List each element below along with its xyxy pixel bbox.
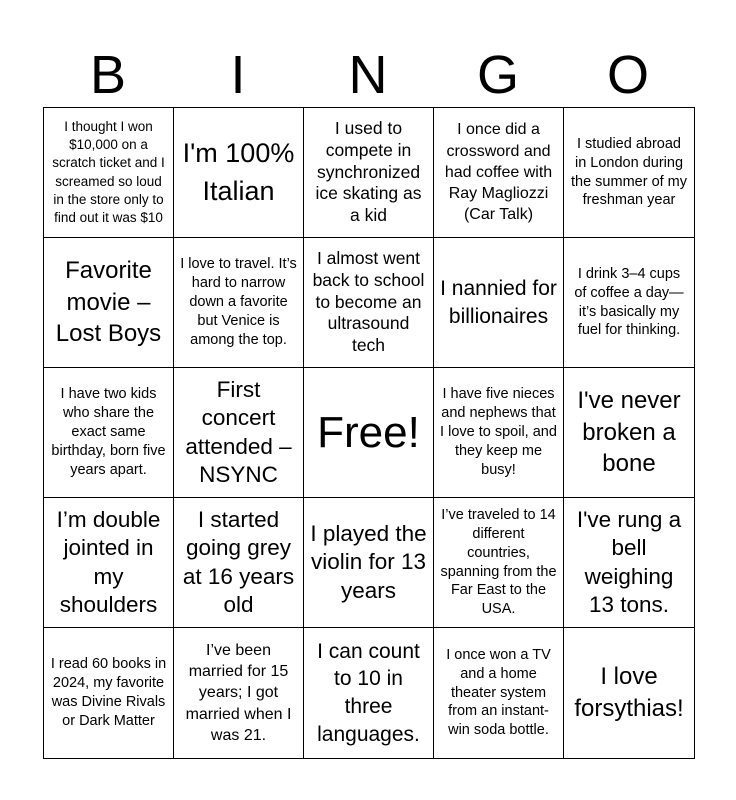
bingo-cell-o1[interactable] [564, 108, 694, 238]
bingo-cell-i1[interactable] [174, 108, 304, 238]
free-space-label: Free! [317, 407, 420, 457]
bingo-cell-b4[interactable] [44, 498, 174, 628]
bingo-cell-b2[interactable] [44, 238, 174, 368]
bingo-board [43, 107, 695, 759]
bingo-cell-o4[interactable] [564, 498, 694, 628]
bingo-cell-b1[interactable] [44, 108, 174, 238]
bingo-cell-n4[interactable] [304, 498, 434, 628]
bingo-cell-g1[interactable] [434, 108, 564, 238]
bingo-cell-free[interactable] [304, 368, 434, 498]
bingo-cell-o5[interactable] [564, 628, 694, 758]
bingo-cell-n5[interactable] [304, 628, 434, 758]
bingo-cell-text: I'm 100% Italian [182, 137, 295, 206]
bingo-cell-i5[interactable] [174, 628, 304, 758]
bingo-cell-text: I’ve traveled to 14 different countries, spanning from the Far East to the USA. [440, 506, 557, 618]
bingo-cell-text: I love forsythias! [574, 663, 684, 722]
bingo-cell-text: I used to compete in synchronized ice skating as a kid [315, 117, 422, 226]
bingo-cell-text: I've rung a bell weighing 13 tons. [576, 507, 682, 617]
header-letter-b: B [89, 45, 127, 105]
bingo-cell-text: I nannied for billionaires [440, 276, 557, 328]
bingo-cell-text: I have five nieces and nephews that I love to spoil, and they keep me busy! [440, 386, 557, 478]
bingo-cell-text: I can count to 10 in three languages. [317, 639, 420, 746]
bingo-cell-text: I played the violin for 13 years [310, 521, 427, 603]
header-letter-o: O [606, 45, 649, 105]
bingo-cell-text: I started going grey at 16 years old [182, 507, 295, 617]
bingo-cell-b5[interactable] [44, 628, 174, 758]
bingo-cell-text: I drink 3–4 cups of coffee a day—it’s basically my fuel for thinking. [574, 265, 684, 339]
bingo-cell-text: Favorite movie – Lost Boys [55, 256, 162, 348]
bingo-cell-text: I love to travel. It’s hard to narrow down a favorite but Venice is among the top. [180, 256, 297, 348]
bingo-cell-text: I thought I won $10,000 on a scratch ticket and I screamed so loud in the store only to find out it was $10 [52, 118, 165, 225]
bingo-cell-i4[interactable] [174, 498, 304, 628]
bingo-cell-n2[interactable] [304, 238, 434, 368]
bingo-cell-text: I almost went back to school to become an ultrasound tech [312, 247, 425, 356]
bingo-cell-o3[interactable] [564, 368, 694, 498]
bingo-cell-text: I read 60 books in 2024, my favorite was Divine Rivals or Dark Matter [50, 656, 167, 729]
bingo-cell-b3[interactable] [44, 368, 174, 498]
bingo-cell-text: I have two kids who share the exact same birthday, born five years apart. [51, 386, 166, 478]
bingo-cell-g5[interactable] [434, 628, 564, 758]
bingo-cell-g4[interactable] [434, 498, 564, 628]
bingo-cell-i3[interactable] [174, 368, 304, 498]
bingo-cell-o2[interactable] [564, 238, 694, 368]
bingo-cell-text: I once did a crossword and had coffee with Ray Magliozzi (Car Talk) [444, 121, 553, 224]
bingo-cell-text: I’m double jointed in my shoulders [56, 507, 161, 617]
bingo-cell-text: I studied abroad in London during the summer of my freshman year [570, 135, 688, 209]
bingo-cell-i2[interactable] [174, 238, 304, 368]
header-letter-n: N [348, 45, 388, 105]
bingo-cell-g3[interactable] [434, 368, 564, 498]
bingo-cell-text: First concert attended – NSYNC [185, 377, 292, 487]
header-letter-i: I [230, 45, 246, 105]
bingo-header [43, 44, 693, 106]
bingo-cell-text: I’ve been married for 15 years; I got married when I was 21. [185, 641, 292, 744]
bingo-cell-g2[interactable] [434, 238, 564, 368]
bingo-cell-text: I once won a TV and a home theater system from an instant-win soda bottle. [446, 646, 551, 739]
header-letter-g: G [476, 45, 519, 105]
bingo-cell-n1[interactable] [304, 108, 434, 238]
bingo-cell-text: I've never broken a bone [577, 386, 681, 478]
